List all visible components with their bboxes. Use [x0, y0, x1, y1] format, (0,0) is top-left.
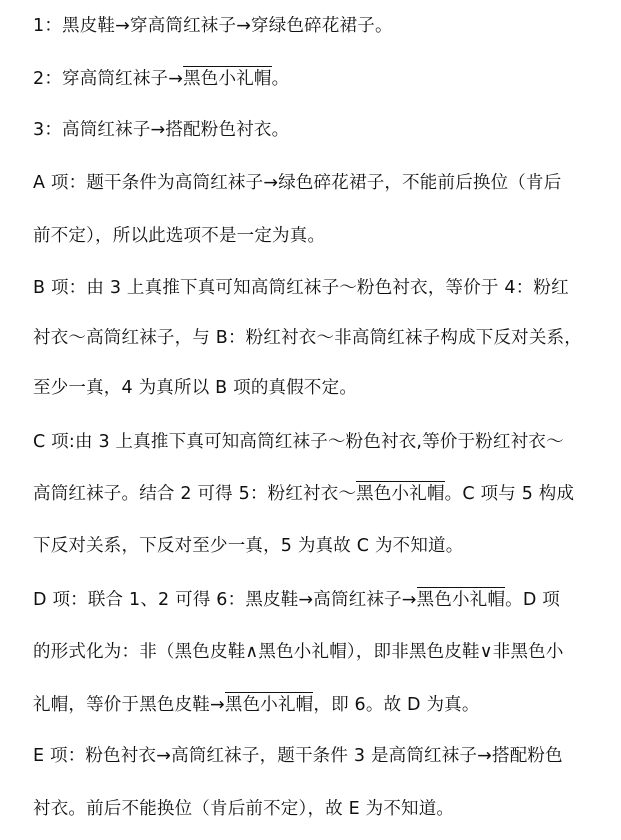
line-text: 1：黑皮鞋→穿高筒红袜子→穿绿色碎花裙子。 [33, 16, 393, 36]
text-line-12 [33, 587, 560, 612]
line-text: 高筒红袜子。结合 2 可得 5：粉红衬衣～ [33, 484, 357, 504]
text-line-14 [33, 692, 480, 717]
line-text: 礼帽，等价于黑色皮鞋→ [33, 695, 225, 715]
negated-term: 黑色小礼帽 [356, 481, 445, 504]
line-text: 。D 项 [505, 590, 560, 610]
line-text: 衬衣～高筒红袜子，与 B：粉红衬衣～非高筒红袜子构成下反对关系， [33, 328, 582, 348]
line-text: 。 [271, 69, 290, 89]
line-text: 2：穿高筒红袜子→ [33, 69, 184, 89]
line-text: 衬衣。前后不能换位（肯后前不定），故 E 为不知道。 [33, 799, 455, 819]
text-line-6 [33, 276, 569, 300]
text-line-10 [33, 481, 574, 506]
text-line-11 [33, 534, 463, 558]
text-line-1 [33, 14, 393, 38]
text-line-5 [33, 224, 325, 248]
negated-term: 黑色小礼帽 [417, 587, 506, 610]
text-line-15 [33, 744, 563, 768]
line-text: 3：高筒红袜子→搭配粉色衬衣。 [33, 120, 290, 140]
text-line-2 [33, 66, 289, 91]
line-text: ，即 6。故 D 为真。 [313, 695, 480, 715]
text-line-13 [33, 640, 564, 664]
text-line-9 [33, 430, 564, 454]
text-line-8 [33, 376, 357, 400]
text-line-16 [33, 797, 454, 821]
line-text: C 项:由 3 上真推下真可知高筒红袜子～粉色衬衣,等价于粉红衬衣～ [33, 432, 564, 452]
line-text: 前不定），所以此选项不是一定为真。 [33, 226, 326, 246]
line-text: A 项：题干条件为高筒红袜子→绿色碎花裙子，不能前后换位（肯后 [33, 173, 562, 193]
text-line-4 [33, 171, 561, 195]
line-text: 。C 项与 5 构成 [444, 484, 575, 504]
line-text: 的形式化为：非（黑色皮鞋∧黑色小礼帽），即非黑色皮鞋∨非黑色小 [33, 642, 564, 662]
line-text: 下反对关系，下反对至少一真，5 为真故 C 为不知道。 [33, 536, 464, 556]
negated-term: 黑色小礼帽 [225, 692, 314, 715]
line-text: D 项：联合 1、2 可得 6：黑皮鞋→高筒红袜子→ [33, 590, 417, 610]
line-text: E 项：粉色衬衣→高筒红袜子，题干条件 3 是高筒红袜子→搭配粉色 [33, 746, 563, 766]
negated-term: 黑色小礼帽 [183, 66, 272, 89]
text-line-3 [33, 118, 289, 142]
text-line-7 [33, 326, 582, 350]
line-text: B 项：由 3 上真推下真可知高筒红袜子～粉色衬衣，等价于 4：粉红 [33, 278, 569, 298]
line-text: 至少一真，4 为真所以 B 项的真假不定。 [33, 378, 358, 398]
